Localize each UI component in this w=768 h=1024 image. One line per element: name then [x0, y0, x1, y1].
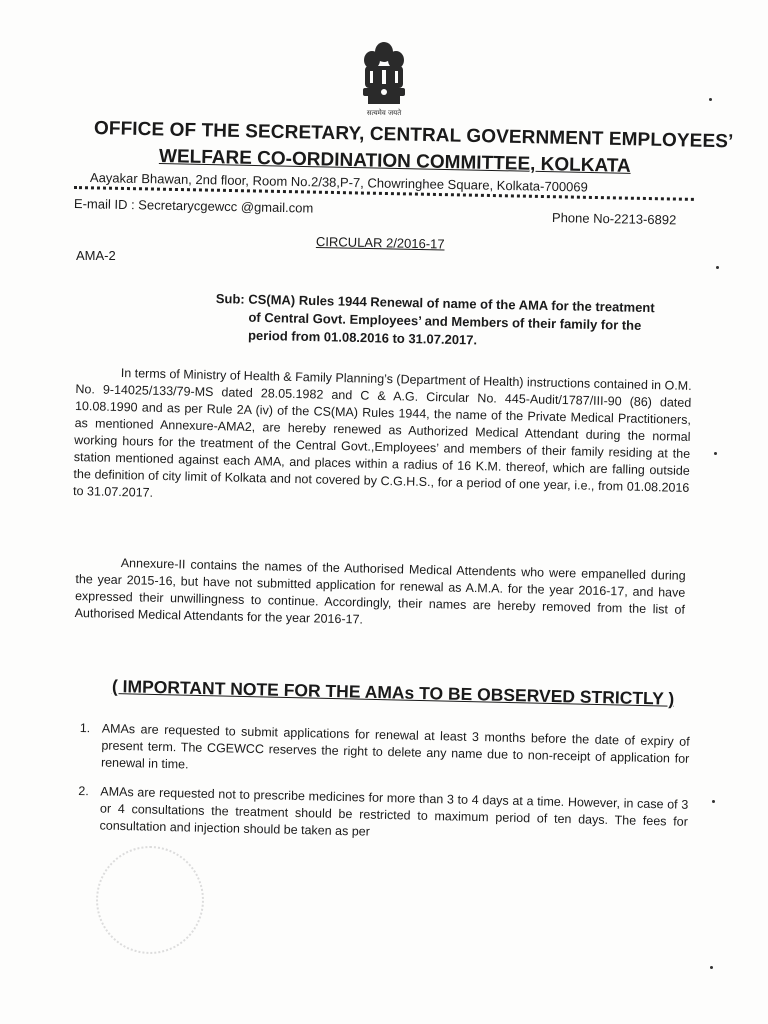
list-item [77, 783, 688, 848]
scan-speck [709, 98, 712, 101]
scan-speck [714, 452, 717, 455]
faint-stamp-mark [96, 846, 204, 954]
notes-list [77, 720, 690, 860]
scan-speck [710, 966, 713, 969]
scan-speck [712, 800, 715, 803]
subject-line: period from 01.08.2016 to 31.07.2017. [247, 327, 478, 348]
emblem-caption: सत्यमेव जयते [366, 109, 402, 117]
note-text: AMAs are requested not to prescribe medicines for more than 3 to 4 days at a time. However, in case of 3 or 4 consultations the treatment should be restricted to maximum period of ten days. The fees for consultation and injection should be taken as per [99, 784, 689, 839]
circular-number: CIRCULAR 2/2016-17 [315, 234, 445, 252]
note-text: AMAs are requested to submit applications for renewal at least 3 months before the date of expiry of present term. The CGEWCC reserves the right to delete any name due to non-receipt of application for renewal in time. [100, 721, 690, 772]
note-number: 2. [78, 783, 89, 799]
scan-speck [716, 266, 719, 269]
email-id: E-mail ID : Secretarycgewcc @gmail.com [73, 196, 314, 216]
subject-line: of Central Govt. Employees’ and Members of their family for the [248, 309, 642, 333]
phone-number: Phone No-2213-6892 [551, 210, 677, 228]
national-emblem-logo [354, 38, 414, 120]
office-title-line2: WELFARE CO-ORDINATION COMMITTEE, KOLKATA [158, 146, 631, 177]
important-note-heading: ( IMPORTANT NOTE FOR THE AMAs TO BE OBSERVED STRICTLY ) [111, 676, 675, 709]
list-item [79, 720, 690, 785]
reference-code: AMA-2 [76, 248, 116, 263]
office-title-line1: OFFICE OF THE SECRETARY, CENTRAL GOVERNMENT EMPLOYEES’ [93, 118, 734, 153]
subject-line: Sub: CS(MA) Rules 1944 Renewal of name of the AMA for the treatment [215, 290, 655, 316]
subject-block [215, 290, 696, 354]
body-paragraph: Annexure-II contains the names of the Authorised Medical Attendents who were empanelled during the year 2015-16, but have not submitted application for renewal as A.M.A. for the year 2016-17, and have expressed their unwillingness to continue. Accordingly, their names are hereby removed from the list of Authorised Medical Attendants for the year 2016-17. [74, 556, 686, 627]
note-number: 1. [79, 720, 91, 736]
body-paragraph: In terms of Ministry of Health & Family Planning’s (Department of Health) instructions contained in O.M. No. 9-14025/133/79-MS dated 28.05.1982 and C & A.G. Circular No. 445-Audit/1787/III-90 (86) dated 10.08.1990 and as per Rule 2A (iv) of the CS(MA) Rules 1944, the name of the Private Medical Practitioners, as mentioned Annexure-AMA2, are hereby renewed as Authorized Medical Attendant during the normal working hours for the treatment of the Central Govt.,Employees’ and members of their family residing at the station mentioned against each AMA, and places within a radius of 16 K.M. thereof, which are falling outside the definition of city limit of Kolkata and not covered by C.G.H.S., for a period of one year, i.e., from 01.08.2016 to 31.07.2017. [72, 366, 692, 500]
office-address: Aayakar Bhawan, 2nd floor, Room No.2/38,P-7, Chowringhee Square, Kolkata-700069 [89, 170, 588, 195]
